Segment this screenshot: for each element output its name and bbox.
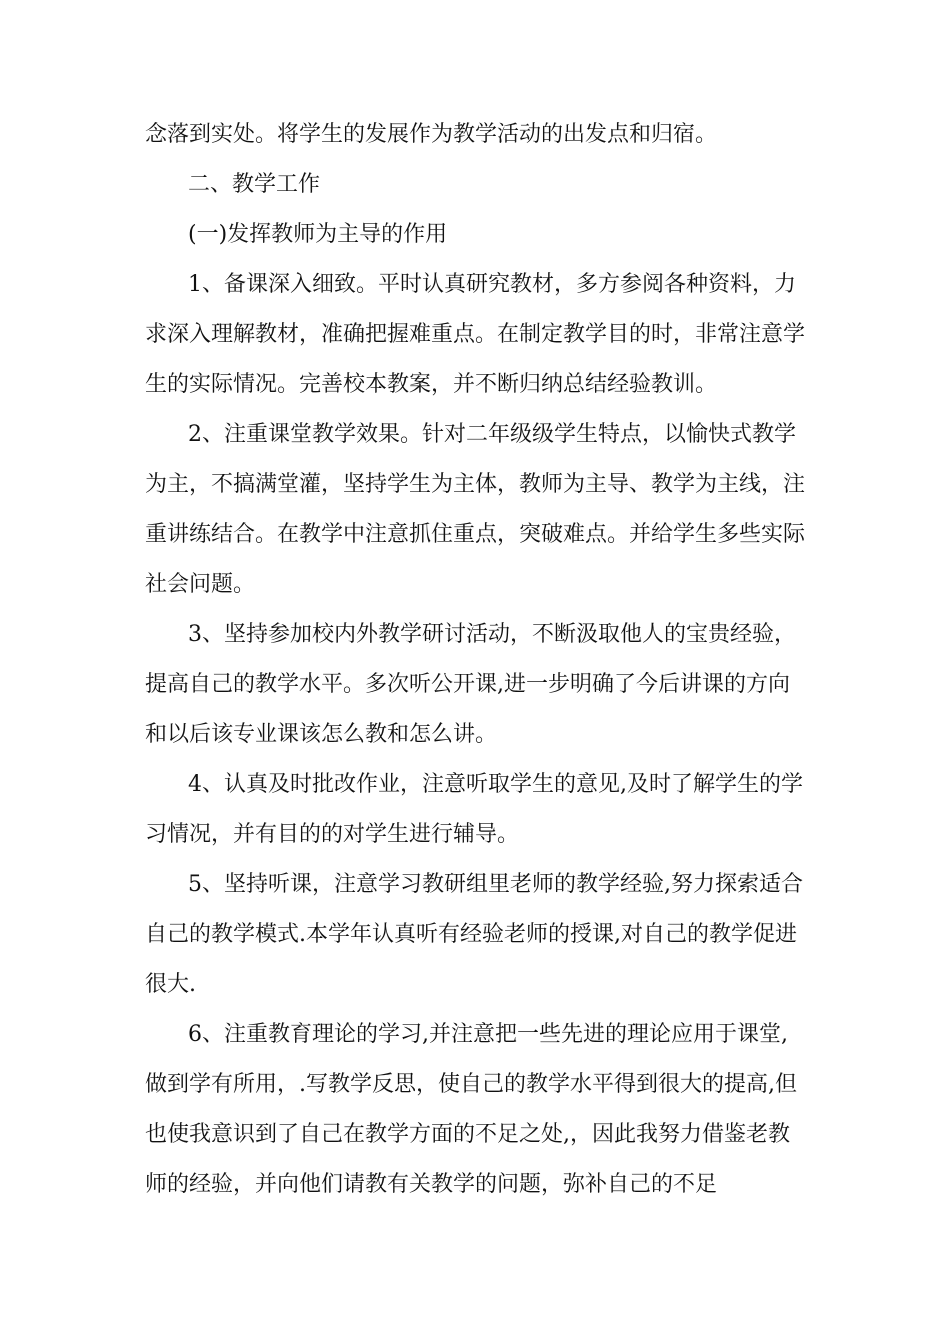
text-line: 习情况，并有目的的对学生进行辅导。 [145, 822, 520, 847]
text-line: 4、认真及时批改作业，注意听取学生的意见,及时了解学生的学 [188, 772, 803, 797]
text-line: 师的经验，并向他们请教有关教学的问题，弥补自己的不足 [145, 1172, 718, 1197]
text-line: 3、坚持参加校内外教学研讨活动，不断汲取他人的宝贵经验， [188, 622, 796, 647]
text-line: 为主，不搞满堂灌，坚持学生为主体，教师为主导、教学为主线，注 [145, 472, 806, 497]
text-line: 5、坚持听课，注意学习教研组里老师的教学经验,努力探索适合 [188, 872, 803, 897]
text-line: 做到学有所用，.写教学反思，使自己的教学水平得到很大的提高,但 [145, 1072, 797, 1097]
text-line: 1、备课深入细致。平时认真研究教材，多方参阅各种资料，力 [188, 272, 796, 297]
text-line: 社会问题。 [145, 572, 256, 597]
text-line: 也使我意识到了自己在教学方面的不足之处,，因此我努力借鉴老教 [145, 1122, 790, 1147]
text-line: 求深入理解教材，准确把握难重点。在制定教学目的时，非常注意学 [145, 322, 806, 347]
text-line: 提高自己的教学水平。多次听公开课,进一步明确了今后讲课的方向 [145, 672, 790, 697]
text-line: 念落到实处。将学生的发展作为教学活动的出发点和归宿。 [145, 122, 718, 147]
section-heading: 二、教学工作 [188, 172, 321, 197]
text-line: 2、注重课堂教学效果。针对二年级级学生特点，以愉快式教学 [188, 422, 796, 447]
text-line: 自己的教学模式.本学年认真听有经验老师的授课,对自己的教学促进 [145, 922, 797, 947]
text-line: 和以后该专业课该怎么教和怎么讲。 [145, 722, 498, 747]
subsection-heading: (一)发挥教师为主导的作用 [188, 222, 448, 247]
text-line: 6、注重教育理论的学习,并注意把一些先进的理论应用于课堂, [188, 1022, 788, 1047]
text-line: 重讲练结合。在教学中注意抓住重点，突破难点。并给学生多些实际 [145, 522, 806, 547]
text-line: 生的实际情况。完善校本教案，并不断归纳总结经验教训。 [145, 372, 718, 397]
text-line: 很大. [145, 972, 196, 997]
